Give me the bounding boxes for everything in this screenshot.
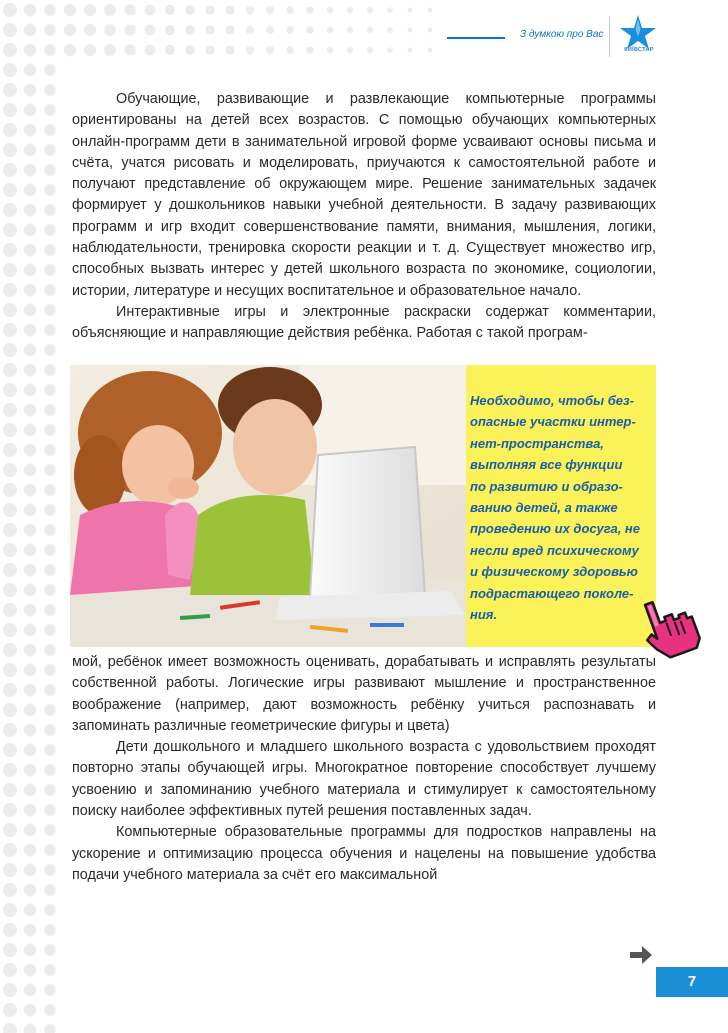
pattern-dot	[3, 63, 17, 77]
header-rule	[447, 37, 505, 39]
pattern-dot	[24, 224, 37, 237]
pattern-dot	[347, 27, 353, 33]
pattern-dot	[24, 884, 37, 897]
pattern-dot	[24, 284, 37, 297]
pattern-dot	[3, 503, 17, 517]
pattern-dot	[24, 924, 37, 937]
next-arrow-icon[interactable]	[628, 944, 654, 966]
pattern-dot	[104, 4, 116, 16]
pattern-dot	[3, 263, 17, 277]
pattern-dot	[3, 403, 17, 417]
pattern-dot	[3, 423, 17, 437]
pattern-dot	[24, 504, 37, 517]
pattern-dot	[24, 964, 37, 977]
pattern-dot	[44, 244, 55, 255]
pattern-dot	[24, 104, 37, 117]
callout-line: ванию детей, а также	[470, 500, 618, 516]
pattern-dot	[44, 504, 55, 515]
pattern-dot	[407, 7, 412, 12]
pattern-dot	[24, 464, 37, 477]
pattern-dot	[286, 6, 294, 14]
pattern-dot	[24, 4, 37, 17]
page-number: 7	[656, 967, 728, 997]
pattern-dot	[24, 584, 37, 597]
pattern-dot	[44, 364, 55, 375]
pattern-dot	[3, 843, 17, 857]
pattern-dot	[226, 46, 235, 55]
pattern-dot	[44, 44, 55, 55]
pattern-dot	[3, 763, 17, 777]
pattern-dot	[44, 984, 55, 995]
pattern-dot	[44, 644, 55, 655]
pattern-dot	[3, 603, 17, 617]
pattern-dot	[407, 27, 412, 32]
pattern-dot	[44, 204, 55, 215]
pattern-dot	[44, 804, 55, 815]
pattern-dot	[24, 264, 37, 277]
pattern-dot	[3, 623, 17, 637]
children-laptop-photo	[70, 365, 466, 647]
pattern-dot	[64, 4, 76, 16]
callout-line: и физическому здоровью	[470, 564, 638, 580]
pattern-dot	[44, 224, 55, 235]
pattern-dot	[24, 64, 37, 77]
pattern-dot	[3, 723, 17, 737]
pattern-dot	[306, 6, 313, 13]
pattern-dot	[44, 564, 55, 575]
pattern-dot	[266, 26, 274, 34]
pattern-dot	[185, 5, 195, 15]
pattern-dot	[84, 24, 96, 36]
pattern-dot	[24, 984, 37, 997]
pattern-dot	[3, 43, 17, 57]
pattern-dot	[44, 1024, 55, 1033]
pattern-dot	[44, 664, 55, 675]
pattern-dot	[3, 783, 17, 797]
pattern-dot	[24, 784, 37, 797]
pattern-dot	[124, 44, 135, 55]
pattern-dot	[44, 924, 55, 935]
pattern-dot	[104, 44, 116, 56]
pattern-dot	[24, 304, 37, 317]
pattern-dot	[44, 264, 55, 275]
pattern-dot	[3, 523, 17, 537]
callout-line: нет-пространства,	[470, 435, 604, 451]
pattern-dot	[387, 27, 393, 33]
pattern-dot	[145, 25, 156, 36]
pattern-dot	[3, 183, 17, 197]
pattern-dot	[24, 204, 37, 217]
pattern-dot	[3, 1023, 17, 1033]
pattern-dot	[3, 823, 17, 837]
pattern-dot	[44, 844, 55, 855]
pattern-dot	[44, 344, 55, 355]
pattern-dot	[367, 47, 373, 53]
pattern-dot	[185, 25, 195, 35]
pattern-dot	[3, 1003, 17, 1017]
pattern-dot	[286, 26, 294, 34]
pattern-dot	[24, 704, 37, 717]
callout-line: по развитию и образо-	[470, 478, 623, 494]
pattern-dot	[44, 4, 55, 15]
pattern-dot	[44, 424, 55, 435]
pattern-dot	[24, 164, 37, 177]
pattern-dot	[24, 324, 37, 337]
pattern-dot	[24, 1024, 37, 1033]
pattern-dot	[44, 144, 55, 155]
callout-line: проведению их досуга, не	[470, 521, 641, 537]
pattern-dot	[3, 583, 17, 597]
pattern-dot	[24, 544, 37, 557]
pattern-dot	[24, 844, 37, 857]
pattern-dot	[3, 943, 17, 957]
pattern-dot	[24, 624, 37, 637]
header-tagline: З думкою про Вас	[520, 29, 604, 40]
pattern-dot	[24, 424, 37, 437]
pattern-dot	[24, 444, 37, 457]
pattern-dot	[44, 744, 55, 755]
callout-line: ния.	[470, 607, 498, 623]
pattern-dot	[306, 46, 313, 53]
pattern-dot	[24, 84, 37, 97]
pattern-dot	[24, 44, 37, 57]
pattern-dot	[24, 364, 37, 377]
pattern-dot	[24, 684, 37, 697]
pattern-dot	[44, 24, 55, 35]
pattern-dot	[44, 624, 55, 635]
pattern-dot	[3, 443, 17, 457]
pattern-dot	[44, 444, 55, 455]
article-text-bottom	[72, 652, 656, 886]
pattern-dot	[24, 644, 37, 657]
pattern-dot	[286, 46, 294, 54]
pattern-dot	[44, 524, 55, 535]
pattern-dot	[347, 7, 353, 13]
pattern-dot	[44, 544, 55, 555]
pattern-dot	[64, 24, 76, 36]
article-text-top	[72, 89, 656, 345]
pattern-dot	[3, 3, 17, 17]
pattern-dot	[3, 143, 17, 157]
pattern-dot	[3, 303, 17, 317]
pattern-dot	[3, 983, 17, 997]
pattern-dot	[64, 44, 76, 56]
pattern-dot	[205, 45, 214, 54]
pattern-dot	[24, 404, 37, 417]
pattern-dot	[3, 83, 17, 97]
pattern-dot	[246, 46, 255, 55]
pattern-dot	[44, 784, 55, 795]
pattern-dot	[145, 5, 156, 16]
pattern-dot	[428, 48, 433, 53]
pattern-dot	[327, 7, 334, 14]
pattern-dot	[3, 203, 17, 217]
paragraph: Обучающие, развивающие и развлекающие компьютерные программы ориентированы на детей всех возрастов. С помощью обучающих компьютерных онлайн-программ дети в занимательной игровой форме усваивают основы письма и счёта, учатся рисовать и моделировать, приучаются к самостоятельной работе и получают представление об окружающем мире. Решение занимательных задачек формирует у дошкольников навыки учебной деятельности. В задачу развивающих программ и игр входит совершенствование памяти, внимания, мышления, логики, наблюдательности, тренировка скорости реакции и т. д. Существует множество игр, способных вызвать интерес у детей школьного возраста по экономике, социологии, истории, литературе и несущих воспитательное и образовательное начало.	[72, 91, 656, 299]
pattern-dot	[24, 24, 37, 37]
pattern-dot	[327, 27, 334, 34]
pattern-dot	[24, 764, 37, 777]
callout-quote	[470, 390, 640, 625]
pattern-dot	[367, 27, 373, 33]
pattern-dot	[44, 1004, 55, 1015]
pattern-dot	[3, 463, 17, 477]
pattern-dot	[347, 47, 353, 53]
pattern-dot	[24, 484, 37, 497]
pattern-dot	[246, 6, 255, 15]
pattern-dot	[3, 363, 17, 377]
pattern-dot	[44, 764, 55, 775]
pattern-dot	[165, 25, 175, 35]
pattern-dot	[3, 903, 17, 917]
pattern-dot	[3, 283, 17, 297]
pattern-dot	[367, 7, 373, 13]
pattern-dot	[24, 124, 37, 137]
pattern-dot	[44, 404, 55, 415]
pattern-dot	[24, 744, 37, 757]
pattern-dot	[165, 45, 175, 55]
pattern-dot	[3, 883, 17, 897]
pattern-dot	[44, 464, 55, 475]
callout-line: подрастающего поколе-	[470, 585, 634, 601]
pattern-dot	[24, 724, 37, 737]
pattern-dot	[3, 923, 17, 937]
pattern-dot	[44, 864, 55, 875]
pattern-dot	[44, 904, 55, 915]
pattern-dot	[44, 124, 55, 135]
paragraph: Компьютерные образовательные программы для подростков направлены на ускорение и оптимизацию процесса обучения и нацелены на повышение удобства подачи учебного материала за счёт его максимальной	[72, 824, 656, 883]
pattern-dot	[3, 863, 17, 877]
pattern-dot	[44, 704, 55, 715]
paragraph: Интерактивные игры и электронные раскраски содержат комментарии, объясняющие и направляющие действия ребёнка. Работая с такой програм-	[72, 303, 656, 342]
pattern-dot	[44, 164, 55, 175]
callout-line: несли вред психическому	[470, 542, 639, 558]
pattern-dot	[3, 123, 17, 137]
pattern-dot	[205, 5, 214, 14]
pattern-dot	[246, 26, 255, 35]
pattern-dot	[124, 24, 135, 35]
pattern-dot	[44, 884, 55, 895]
pattern-dot	[226, 26, 235, 35]
pattern-dot	[24, 524, 37, 537]
callout-line: опасные участки интер-	[470, 414, 636, 430]
pattern-dot	[3, 163, 17, 177]
pattern-dot	[44, 944, 55, 955]
callout-line: Необходимо, чтобы без-	[470, 393, 634, 408]
logo-wordmark: КИЇВСТАР	[624, 47, 654, 53]
pattern-dot	[84, 44, 96, 56]
pattern-dot	[44, 184, 55, 195]
pattern-dot	[266, 6, 274, 14]
pattern-dot	[387, 47, 393, 53]
pattern-dot	[24, 144, 37, 157]
pattern-dot	[24, 384, 37, 397]
pattern-dot	[3, 803, 17, 817]
pattern-dot	[44, 84, 55, 95]
pattern-dot	[24, 344, 37, 357]
pattern-dot	[44, 284, 55, 295]
pattern-dot	[104, 24, 116, 36]
pattern-dot	[3, 243, 17, 257]
pattern-dot	[3, 483, 17, 497]
pattern-dot	[24, 184, 37, 197]
pattern-dot	[24, 564, 37, 577]
pattern-dot	[124, 4, 135, 15]
pattern-dot	[44, 964, 55, 975]
pattern-dot	[44, 824, 55, 835]
pattern-dot	[44, 484, 55, 495]
pattern-dot	[165, 5, 175, 15]
pattern-dot	[24, 1004, 37, 1017]
pattern-dot	[3, 23, 17, 37]
pattern-dot	[44, 604, 55, 615]
pattern-dot	[327, 47, 334, 54]
pattern-dot	[44, 64, 55, 75]
pattern-dot	[44, 584, 55, 595]
pattern-dot	[44, 304, 55, 315]
pattern-dot	[3, 223, 17, 237]
pattern-dot	[24, 804, 37, 817]
pattern-dot	[226, 6, 235, 15]
pattern-dot	[266, 46, 274, 54]
pattern-dot	[3, 643, 17, 657]
pattern-dot	[24, 864, 37, 877]
pattern-dot	[24, 824, 37, 837]
pattern-dot	[3, 343, 17, 357]
pattern-dot	[3, 963, 17, 977]
pattern-dot	[3, 743, 17, 757]
pattern-dot	[24, 604, 37, 617]
pattern-dot	[24, 664, 37, 677]
pattern-dot	[428, 28, 433, 33]
pattern-dot	[407, 47, 412, 52]
header-separator	[609, 17, 610, 57]
pattern-dot	[387, 7, 393, 13]
pattern-dot	[44, 104, 55, 115]
pattern-dot	[185, 45, 195, 55]
pattern-dot	[3, 543, 17, 557]
pattern-dot	[3, 383, 17, 397]
pattern-dot	[3, 703, 17, 717]
pattern-dot	[3, 563, 17, 577]
pattern-dot	[44, 384, 55, 395]
pattern-dot	[24, 944, 37, 957]
callout-line: выполняя все функции	[470, 457, 623, 473]
pattern-dot	[3, 103, 17, 117]
pattern-dot	[428, 8, 433, 13]
pattern-dot	[205, 25, 214, 34]
pattern-dot	[3, 323, 17, 337]
pattern-dot	[145, 45, 156, 56]
pattern-dot	[44, 324, 55, 335]
pattern-dot	[3, 683, 17, 697]
paragraph: Дети дошкольного и младшего школьного возраста с удовольствием проходят повторно этапы обучающей игры. Многократное повторение способствует лучшему усвоению и запоминанию учебного материала и стимулирует к самостоятельному поиску наиболее эффективных путей решения поставленных задач.	[72, 739, 656, 820]
pattern-dot	[24, 904, 37, 917]
pattern-dot	[306, 26, 313, 33]
pattern-dot	[3, 663, 17, 677]
pattern-dot	[44, 684, 55, 695]
paragraph: мой, ребёнок имеет возможность оценивать, дорабатывать и исправлять результаты собственной работы. Логические игры развивают мышление и пространственное воображение (например, дают возможность ребёнку учиться распознавать и запоминать различные геометрические фигуры и цвета)	[72, 654, 656, 734]
pattern-dot	[44, 724, 55, 735]
pattern-dot	[84, 4, 96, 16]
pattern-dot	[24, 244, 37, 257]
